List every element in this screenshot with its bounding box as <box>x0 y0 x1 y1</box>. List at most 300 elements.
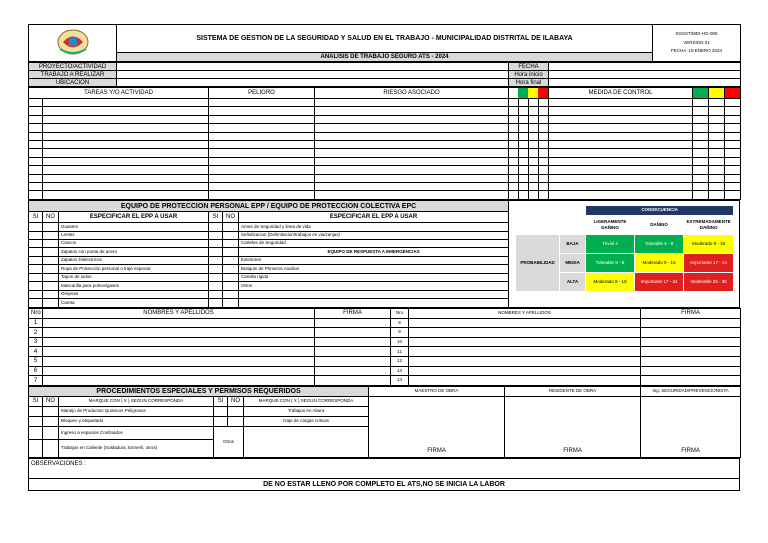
proc-no-box[interactable] <box>228 416 244 426</box>
level-c[interactable] <box>529 191 539 199</box>
worker-signature-field[interactable] <box>641 366 741 376</box>
level-d[interactable] <box>539 140 549 148</box>
epp-si-box[interactable] <box>209 282 223 290</box>
level-b[interactable] <box>519 132 529 140</box>
level-b[interactable] <box>519 174 529 182</box>
workers-names-header: NOMBRES Y APELLIDOS <box>43 308 315 318</box>
epp-item-label: Ropa de Protección personal o traje especial <box>59 265 209 273</box>
location-field[interactable] <box>117 79 509 87</box>
epp-row <box>29 299 509 308</box>
residual-c[interactable] <box>725 115 741 123</box>
level-b[interactable] <box>519 99 529 107</box>
hazard-header: PELIGRO <box>209 88 315 99</box>
epp-item-label: Cascos <box>59 239 209 247</box>
master-builder-label: MAESTRO DE OBRA <box>369 386 505 396</box>
worker-name-field[interactable] <box>409 328 641 338</box>
task-index <box>29 140 43 148</box>
epp-no-box[interactable] <box>43 248 59 256</box>
level-a[interactable] <box>509 115 519 123</box>
project-field[interactable] <box>117 63 509 71</box>
residual-c[interactable] <box>725 166 741 174</box>
task-field[interactable] <box>43 191 209 199</box>
residual-low-swatch <box>693 88 709 99</box>
epp-si-box[interactable] <box>209 273 223 281</box>
risk-field[interactable] <box>315 115 509 123</box>
residual-b[interactable] <box>709 191 725 199</box>
epp-si-box[interactable] <box>209 223 223 231</box>
epp-no-box[interactable] <box>43 282 59 290</box>
hazard-field[interactable] <box>209 174 315 182</box>
residual-a[interactable] <box>693 124 709 132</box>
worker-row <box>29 318 741 328</box>
worker-name-field[interactable] <box>43 328 315 338</box>
worker-signature-field[interactable] <box>315 337 391 347</box>
proc-si-box[interactable] <box>214 416 228 426</box>
project-label: PROYECTO/ACTIVIDAD <box>29 63 117 71</box>
risk-field[interactable] <box>315 149 509 157</box>
residual-a[interactable] <box>693 191 709 199</box>
residual-a[interactable] <box>693 149 709 157</box>
residual-a[interactable] <box>693 107 709 115</box>
document-code-block <box>653 25 741 62</box>
hazard-field[interactable] <box>209 140 315 148</box>
epp-si-box[interactable] <box>29 231 43 239</box>
residual-a[interactable] <box>693 182 709 190</box>
epp-si-box[interactable] <box>29 256 43 264</box>
risk-field[interactable] <box>315 191 509 199</box>
level-a[interactable] <box>509 140 519 148</box>
epp-si-box[interactable] <box>209 265 223 273</box>
level-c[interactable] <box>529 182 539 190</box>
worker-name-field[interactable] <box>43 337 315 347</box>
epp-si-box[interactable] <box>29 290 43 298</box>
control-field[interactable] <box>549 115 693 123</box>
control-field[interactable] <box>549 124 693 132</box>
level-c[interactable] <box>529 99 539 107</box>
epp-row <box>29 256 509 264</box>
risk-cell-intolerable: Intolerable 25 - 36 <box>684 272 734 291</box>
worker-name-field[interactable] <box>409 337 641 347</box>
epp-no-box[interactable] <box>223 265 239 273</box>
level-d[interactable] <box>539 166 549 174</box>
level-d[interactable] <box>539 149 549 157</box>
task-index <box>29 124 43 132</box>
residual-b[interactable] <box>709 107 725 115</box>
residual-b[interactable] <box>709 99 725 107</box>
epp-no-box[interactable] <box>43 299 59 308</box>
residual-b[interactable] <box>709 166 725 174</box>
worker-name-field[interactable] <box>43 318 315 328</box>
task-field[interactable] <box>43 182 209 190</box>
level-a[interactable] <box>509 132 519 140</box>
epp-item-label: Camilla rigida <box>239 273 509 281</box>
residual-c[interactable] <box>725 191 741 199</box>
master-firma: FIRMA <box>427 447 446 454</box>
epp-no-box[interactable] <box>43 239 59 247</box>
level-d[interactable] <box>539 115 549 123</box>
epp-no-box[interactable] <box>223 282 239 290</box>
level-c[interactable] <box>529 124 539 132</box>
worker-name-field[interactable] <box>43 347 315 357</box>
task-field[interactable] <box>43 132 209 140</box>
worker-signature-field[interactable] <box>315 366 391 376</box>
worker-row <box>29 347 741 357</box>
epp-no-box[interactable] <box>43 231 59 239</box>
system-title: SISTEMA DE GESTION DE LA SEGURIDAD Y SALUD EN EL TRABAJO - MUNICIPALIDAD DISTRITAL DE ILABAYA <box>117 25 653 53</box>
epp-si-box[interactable] <box>29 282 43 290</box>
proc-si-box[interactable] <box>29 416 43 426</box>
risk-field[interactable] <box>315 99 509 107</box>
worker-row <box>29 366 741 376</box>
risk-medium-swatch <box>528 88 538 98</box>
epp-si-box[interactable] <box>209 256 223 264</box>
probability-medium: MEDIA <box>560 253 586 272</box>
worker-signature-field[interactable] <box>315 376 391 386</box>
worker-signature-field[interactable] <box>641 337 741 347</box>
epp-no-box[interactable] <box>43 273 59 281</box>
level-a[interactable] <box>509 191 519 199</box>
epp-no-box[interactable] <box>43 265 59 273</box>
residual-b[interactable] <box>709 157 725 165</box>
epp-si-box[interactable] <box>209 290 223 298</box>
residual-c[interactable] <box>725 174 741 182</box>
level-c[interactable] <box>529 166 539 174</box>
proc-si-box[interactable] <box>29 439 43 457</box>
residual-c[interactable] <box>725 124 741 132</box>
epp-no-box[interactable] <box>43 223 59 231</box>
worker-name-field[interactable] <box>409 347 641 357</box>
risk-field[interactable] <box>315 140 509 148</box>
control-field[interactable] <box>549 166 693 174</box>
task-row <box>29 166 741 174</box>
residual-a[interactable] <box>693 157 709 165</box>
hazard-field[interactable] <box>209 124 315 132</box>
residual-c[interactable] <box>725 107 741 115</box>
engineer-signature[interactable] <box>641 396 741 457</box>
epp-no-box[interactable] <box>223 231 239 239</box>
workers-nro-header: Nro <box>29 308 43 318</box>
worker-signature-field[interactable] <box>315 357 391 367</box>
proc-si-box[interactable] <box>214 406 228 416</box>
level-d[interactable] <box>539 99 549 107</box>
hazard-field[interactable] <box>209 191 315 199</box>
control-field[interactable] <box>549 157 693 165</box>
task-row <box>29 132 741 140</box>
hazard-field[interactable] <box>209 115 315 123</box>
hazard-field[interactable] <box>209 149 315 157</box>
epp-row <box>29 265 509 273</box>
risk-cell-moderate-2: Moderado 9 - 16 <box>635 253 684 272</box>
start-time-label: Hora inicio <box>509 71 549 79</box>
observations-table <box>28 458 740 491</box>
residual-c[interactable] <box>725 149 741 157</box>
control-field[interactable] <box>549 107 693 115</box>
epp-no-box[interactable] <box>223 273 239 281</box>
workers-signature-header: FIRMA <box>315 308 391 318</box>
master-builder-signature[interactable] <box>369 396 505 457</box>
control-field[interactable] <box>549 182 693 190</box>
worker-signature-field[interactable] <box>641 347 741 357</box>
level-a[interactable] <box>509 166 519 174</box>
epp-si-box[interactable] <box>209 299 223 308</box>
level-d[interactable] <box>539 174 549 182</box>
hazard-field[interactable] <box>209 157 315 165</box>
proc-si-box[interactable] <box>29 426 43 439</box>
epp-si-box[interactable] <box>209 248 223 256</box>
resident-signature[interactable] <box>505 396 641 457</box>
residual-c[interactable] <box>725 157 741 165</box>
task-index <box>29 182 43 190</box>
epp-item-label: Zapatos con punta de acero <box>59 248 209 256</box>
worker-name-field[interactable] <box>43 357 315 367</box>
epp-section <box>28 200 740 308</box>
task-field[interactable] <box>43 115 209 123</box>
level-b[interactable] <box>519 107 529 115</box>
level-c[interactable] <box>529 149 539 157</box>
epp-si-box[interactable] <box>29 265 43 273</box>
control-field[interactable] <box>549 140 693 148</box>
control-field[interactable] <box>549 174 693 182</box>
residual-c[interactable] <box>725 140 741 148</box>
epp-item-blank[interactable] <box>239 290 509 298</box>
level-d[interactable] <box>539 124 549 132</box>
epp-si-box[interactable] <box>29 239 43 247</box>
residual-b[interactable] <box>709 182 725 190</box>
task-row <box>29 140 741 148</box>
proc-no-box[interactable] <box>43 406 59 416</box>
epp-item-blank[interactable] <box>239 299 509 308</box>
proc-item-lockout: Bloqueo y etiquetado <box>59 416 214 426</box>
risk-high-swatch <box>538 88 548 98</box>
proc-no-box[interactable] <box>228 406 244 416</box>
level-c[interactable] <box>529 107 539 115</box>
task-row <box>29 124 741 132</box>
ats-form <box>28 24 740 491</box>
task-field[interactable] <box>43 166 209 174</box>
risk-cell-tolerable-2: Tolerable 5 - 8 <box>586 253 635 272</box>
epp-si-box[interactable] <box>29 299 43 308</box>
proc-item-chemicals: Manejo de Productos Quimicos Peligrosos <box>59 406 214 416</box>
epp-no-box[interactable] <box>223 290 239 298</box>
task-row <box>29 157 741 165</box>
proc-si-box[interactable] <box>29 406 43 416</box>
residual-c[interactable] <box>725 182 741 190</box>
level-d[interactable] <box>539 107 549 115</box>
level-d[interactable] <box>539 132 549 140</box>
worker-name-field[interactable] <box>409 366 641 376</box>
residual-a[interactable] <box>693 174 709 182</box>
task-index <box>29 115 43 123</box>
worker-number: 10 <box>391 337 409 347</box>
date-field[interactable] <box>549 63 741 71</box>
worker-signature-field[interactable] <box>641 376 741 386</box>
residual-a[interactable] <box>693 166 709 174</box>
epp-item-label: Otros <box>239 282 509 290</box>
hazard-field[interactable] <box>209 182 315 190</box>
level-a[interactable] <box>509 157 519 165</box>
residual-c[interactable] <box>725 132 741 140</box>
epp-si-box[interactable] <box>29 248 43 256</box>
control-field[interactable] <box>549 99 693 107</box>
observations-field[interactable] <box>29 458 740 478</box>
worker-signature-field[interactable] <box>641 357 741 367</box>
level-a[interactable] <box>509 99 519 107</box>
control-field[interactable] <box>549 149 693 157</box>
epp-no-box[interactable] <box>223 256 239 264</box>
risk-field[interactable] <box>315 166 509 174</box>
control-field[interactable] <box>549 132 693 140</box>
probability-high: ALTA <box>560 272 586 291</box>
proc-no-box[interactable] <box>43 426 59 439</box>
worker-signature-field[interactable] <box>315 328 391 338</box>
risk-field[interactable] <box>315 132 509 140</box>
worker-name-field[interactable] <box>43 366 315 376</box>
risk-cell-trivial: Trivial 4 <box>586 234 635 253</box>
level-a[interactable] <box>509 107 519 115</box>
residual-a[interactable] <box>693 140 709 148</box>
residual-b[interactable] <box>709 132 725 140</box>
project-info-table <box>28 62 741 87</box>
worker-name-field[interactable] <box>409 318 641 328</box>
level-d[interactable] <box>539 182 549 190</box>
end-time-field[interactable] <box>549 79 741 87</box>
risk-field[interactable] <box>315 157 509 165</box>
residual-medium-swatch <box>709 88 725 99</box>
epp-si-box[interactable] <box>209 231 223 239</box>
worker-number: 8 <box>391 318 409 328</box>
epp-no-box[interactable] <box>223 223 239 231</box>
task-field[interactable] <box>43 99 209 107</box>
task-field[interactable] <box>43 124 209 132</box>
level-b[interactable] <box>519 182 529 190</box>
worker-number: 6 <box>29 366 43 376</box>
residual-b[interactable] <box>709 174 725 182</box>
document-code: SGSST/MDI-HG-005 <box>675 31 718 37</box>
residual-b[interactable] <box>709 115 725 123</box>
document-date: FECHA :19 ENERO 2024 <box>670 48 723 54</box>
level-a[interactable] <box>509 124 519 132</box>
epp-si-box[interactable] <box>209 239 223 247</box>
proc-item-hot-work: Trabajos en Caliente (Soldadura, Esmeril, otros) <box>59 439 214 457</box>
worker-number: 12 <box>391 357 409 367</box>
task-index <box>29 107 43 115</box>
tasks-header: TAREAS Y/O ACTIVIDAD <box>29 88 209 99</box>
epp-no-box[interactable] <box>223 239 239 247</box>
residual-a[interactable] <box>693 99 709 107</box>
proc-other-field[interactable] <box>244 426 369 457</box>
worker-signature-field[interactable] <box>315 318 391 328</box>
procedures-table <box>28 386 741 458</box>
worker-signature-field[interactable] <box>641 328 741 338</box>
risk-field[interactable] <box>315 182 509 190</box>
epp-no-box[interactable] <box>43 290 59 298</box>
risk-cell-important-2: Importante 17 - 24 <box>635 272 684 291</box>
level-b[interactable] <box>519 157 529 165</box>
level-b[interactable] <box>519 149 529 157</box>
level-b[interactable] <box>519 140 529 148</box>
proc-no-box[interactable] <box>43 439 59 457</box>
level-c[interactable] <box>529 157 539 165</box>
hazard-field[interactable] <box>209 166 315 174</box>
location-label: UBICACION <box>29 79 117 87</box>
worker-signature-field[interactable] <box>315 347 391 357</box>
epp-table <box>28 200 509 308</box>
residual-b[interactable] <box>709 140 725 148</box>
hazard-field[interactable] <box>209 132 315 140</box>
level-c[interactable] <box>529 132 539 140</box>
risk-field[interactable] <box>315 124 509 132</box>
worker-signature-field[interactable] <box>641 318 741 328</box>
proc-no-box[interactable] <box>43 416 59 426</box>
residual-b[interactable] <box>709 124 725 132</box>
epp-si-box[interactable] <box>29 273 43 281</box>
level-b[interactable] <box>519 166 529 174</box>
task-field[interactable] <box>43 107 209 115</box>
task-field[interactable] <box>43 157 209 165</box>
epp-si-label-2: SI <box>209 212 223 223</box>
task-field[interactable] <box>43 149 209 157</box>
epp-si-box[interactable] <box>29 223 43 231</box>
worker-name-field[interactable] <box>43 376 315 386</box>
worker-name-field[interactable] <box>409 376 641 386</box>
epp-no-box[interactable] <box>43 256 59 264</box>
worker-number: 7 <box>29 376 43 386</box>
epp-no-box[interactable] <box>223 248 239 256</box>
resident-label: RESIDENTE DE OBRA <box>505 386 641 396</box>
task-field[interactable] <box>43 174 209 182</box>
level-a[interactable] <box>509 149 519 157</box>
worker-number: 13 <box>391 366 409 376</box>
work-field[interactable] <box>117 71 509 79</box>
epp-item-label: Extintores <box>239 256 509 264</box>
task-row <box>29 149 741 157</box>
hazard-field[interactable] <box>209 107 315 115</box>
epp-no-label: NO <box>43 212 59 223</box>
worker-row <box>29 337 741 347</box>
epp-item-label: Zapatos Dielectricos <box>59 256 209 264</box>
level-a[interactable] <box>509 174 519 182</box>
level-c[interactable] <box>529 140 539 148</box>
residual-c[interactable] <box>725 99 741 107</box>
level-c[interactable] <box>529 174 539 182</box>
epp-no-box[interactable] <box>223 299 239 308</box>
level-b[interactable] <box>519 115 529 123</box>
tasks-table <box>28 87 741 200</box>
hazard-field[interactable] <box>209 99 315 107</box>
level-d[interactable] <box>539 157 549 165</box>
epp-title: EQUIPO DE PROTECCION PERSONAL EPP / EQUIPO DE PROTECCION COLECTIVA EPC <box>29 200 509 212</box>
risk-field[interactable] <box>315 174 509 182</box>
start-time-field[interactable] <box>549 71 741 79</box>
level-d[interactable] <box>539 191 549 199</box>
risk-field[interactable] <box>315 107 509 115</box>
consequence-header: CONSECUENCIA <box>586 205 734 215</box>
control-field[interactable] <box>549 191 693 199</box>
level-a[interactable] <box>509 182 519 190</box>
workers-table <box>28 308 741 386</box>
residual-a[interactable] <box>693 115 709 123</box>
worker-name-field[interactable] <box>409 357 641 367</box>
task-field[interactable] <box>43 140 209 148</box>
residual-b[interactable] <box>709 149 725 157</box>
level-b[interactable] <box>519 124 529 132</box>
consequence-light: LIGERAMENTE DAÑINO <box>586 215 635 234</box>
task-index <box>29 191 43 199</box>
epp-row <box>29 239 509 247</box>
residual-a[interactable] <box>693 132 709 140</box>
level-c[interactable] <box>529 115 539 123</box>
level-b[interactable] <box>519 191 529 199</box>
